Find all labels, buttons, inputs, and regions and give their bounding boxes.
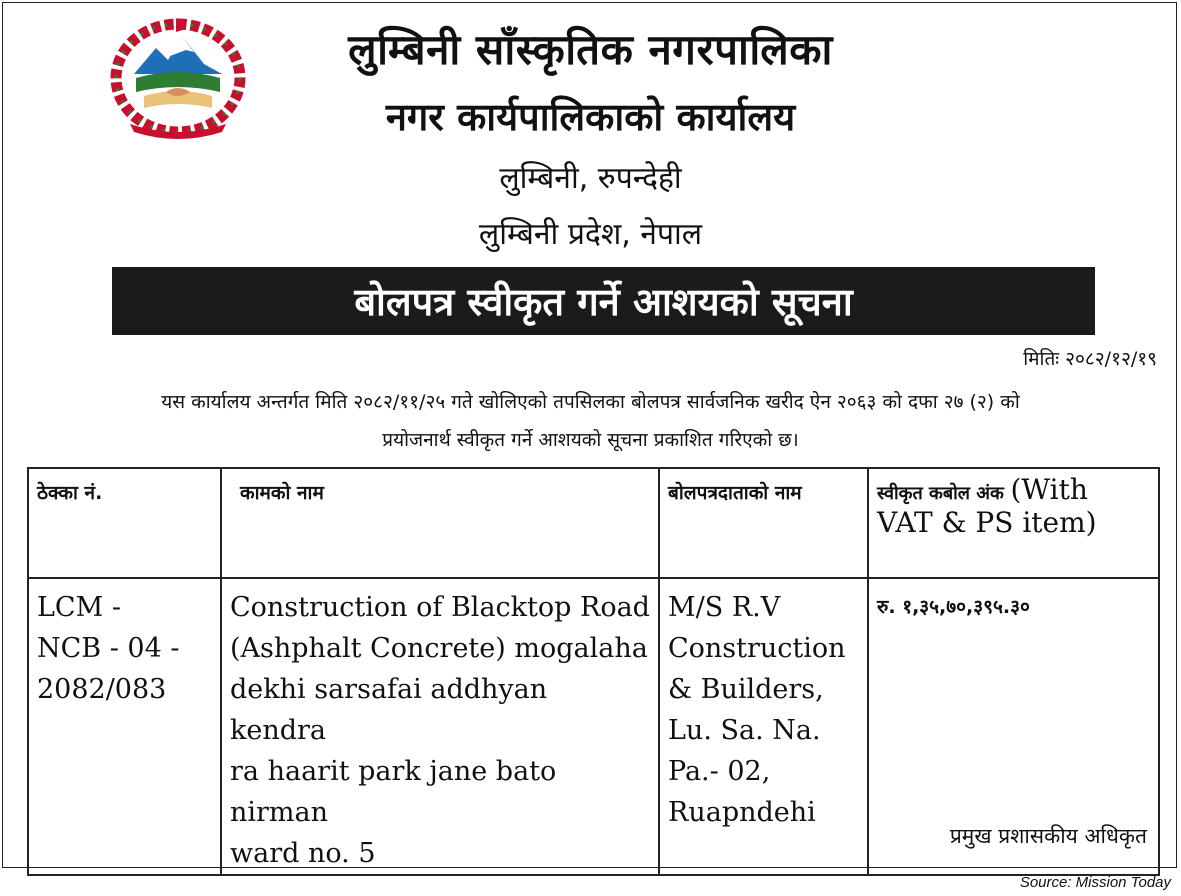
cell-work-name: Construction of Blacktop Road (Ashphalt Concrete) mogalaha dekhi sarsafai addhyan kendra ra haarit park jane bato nirman ward no. 5 (221, 578, 659, 875)
header-bidder-name: बोलपत्रदाताको नाम (659, 468, 868, 578)
table-header-row (28, 468, 1159, 578)
cell-bidder: M/S R.V Construction & Builders, Lu. Sa. Na. Pa.- 02, Ruapndehi (659, 578, 868, 875)
tender-table (27, 467, 1160, 876)
location: लुम्बिनी, रुपन्देही (499, 161, 682, 196)
header-work-name: कामको नाम (221, 468, 659, 578)
header-contract-no: ठेक्का नं. (28, 468, 221, 578)
cell-amount: रु. १,३५,७०,३९५.३० (868, 578, 1159, 875)
signatory: प्रमुख प्रशासकीय अधिकृत (949, 824, 1147, 848)
province: लुम्बिनी प्रदेश, नेपाल (478, 217, 703, 252)
notice-title-banner (112, 267, 1095, 335)
notice-date: मितिः २०८२/१२/१९ (1023, 348, 1157, 370)
office-name: नगर कार्यपालिकाको कार्यालय (385, 95, 796, 139)
intro-text-line1: यस कार्यालय अन्तर्गत मिति २०८२/११/२५ गते खोलिएको तपसिलका बोलपत्र सार्वजनिक खरीद ऐन २०६३ को दफा २७ (२) को (161, 391, 1020, 413)
notice-title: बोलपत्र स्वीकृत गर्ने आशयको सूचना (354, 280, 853, 324)
intro-text-line2: प्रयोजनार्थ स्वीकृत गर्ने आशयको सूचना प्रकाशित गरिएको छ। (382, 429, 799, 451)
source-credit: Source: Mission Today (1019, 874, 1171, 891)
org-name: लुम्बिनी साँस्कृतिक नगरपालिका (348, 25, 833, 74)
cell-contract-no: LCM - NCB - 04 - 2082/083 (28, 578, 221, 875)
header-amount: स्वीकृत कबोल अंक (With VAT & PS item) (868, 468, 1159, 578)
